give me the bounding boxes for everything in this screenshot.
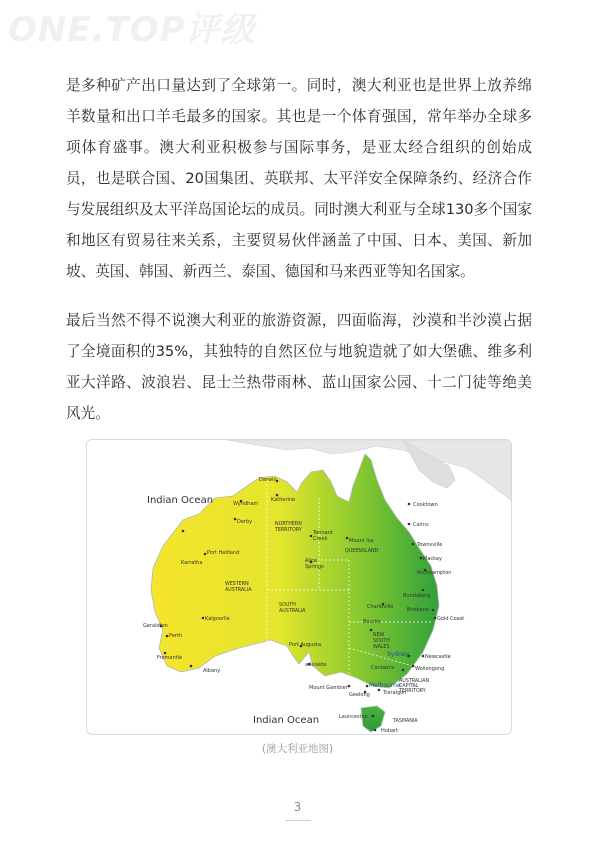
city-fremantle: Fremantle	[157, 655, 183, 661]
city-launceston: Launceston	[339, 714, 368, 720]
region-nt-line1: NORTHERN	[275, 522, 302, 527]
ocean-label-south: Indian Ocean	[253, 715, 320, 726]
region-act-line2: CAPITAL	[399, 684, 419, 689]
city-mount-gambier: Mount Gambier	[309, 685, 348, 691]
city-katherine: Katherine	[271, 497, 296, 503]
city-cairns: Cairns	[413, 522, 429, 528]
region-sa-line1: SOUTH	[279, 603, 296, 608]
city-albany: Albany	[203, 668, 221, 674]
region-nsw-line2: SOUTH	[373, 639, 390, 644]
australia-map	[86, 439, 512, 735]
region-sa-line2: AUSTRALIA	[279, 609, 306, 614]
city-gold-coast: Gold Coast	[437, 616, 465, 622]
city-tennant-creek-line2: Creek	[313, 536, 328, 542]
region-qld: QUEENSLAND	[345, 549, 379, 554]
city-darwin: Darwin	[259, 477, 277, 483]
paragraph-trade: 是多种矿产出口量达到了全球第一。同时，澳大利亚也是世界上放养绵羊数量和出口羊毛最多的国家。其也是一个体育强国，常年举办全球多项体育盛事。澳大利亚积极参与国际事务，是亚太经合组织的创始成员，也是联合国、20国集团、英联邦、太平洋安全保障条约、经济合作与发展组织及太平洋岛国论坛的成员。同时澳大利亚与全球130多个国家和地区有贸易往来关系，主要贸易伙伴涵盖了中国、日本、美国、新加坡、英国、韩国、新西兰、泰国、德国和马来西亚等知名国家。	[66, 77, 532, 280]
city-wyndham: Wyndham	[233, 501, 259, 507]
region-nsw-line1: NEW	[373, 633, 385, 638]
city-perth: Perth	[169, 633, 183, 639]
ocean-label-north: Indian Ocean	[147, 495, 214, 506]
map-caption: (澳大利亚地图)	[261, 743, 334, 755]
city-traralgon: Traralgon	[383, 690, 407, 696]
city-brisbane: Brisbane	[407, 607, 429, 613]
city-canberra: Canberra	[371, 665, 395, 671]
city-melbourne: Melbourne	[369, 682, 401, 689]
city-mackay: Mackay	[423, 556, 442, 562]
city-adelaide: adelaide	[305, 662, 327, 668]
city-kalgoorlie: Kalgoorlie	[205, 616, 230, 622]
city-port-augusta: Port Augusta	[289, 642, 322, 648]
city-bundaberg: Bundaberg	[403, 593, 431, 599]
page-number-underline	[285, 820, 311, 821]
city-tennant-creek-line1: Tennant	[313, 530, 333, 536]
city-alice-springs-line2: Springs	[305, 564, 324, 570]
brand-watermark: ONE.TOP评级	[8, 10, 256, 50]
city-townsville: Townsville	[417, 542, 443, 548]
region-act-line1: AUSTRALIAN	[399, 679, 430, 684]
city-cooktown: Cooktown	[413, 502, 438, 508]
paragraph-tourism: 最后当然不得不说澳大利亚的旅游资源，四面临海，沙漠和半沙漠占据了全境面积的35%，其独特的自然区位与地貌造就了如大堡礁、维多利亚大洋路、波浪岩、昆士兰热带雨林、蓝山国家公园、十二门徒等绝美风光。	[66, 312, 532, 422]
city-geelong: Geelong	[349, 692, 370, 698]
page-number: 3	[293, 800, 302, 814]
city-rockhampton: Rockhampton	[417, 570, 452, 576]
region-nt-line2: TERRITORY	[275, 528, 302, 533]
region-wa-line1: WESTERN	[225, 582, 249, 587]
city-derby: Derby	[237, 519, 253, 525]
australia-map-svg	[87, 440, 511, 734]
city-bourke: Bourke	[363, 619, 381, 625]
city-mount-isa: Mount Isa	[349, 538, 374, 544]
city-sydney: Sydney	[387, 651, 410, 658]
city-port-hedland: Port Hedland	[207, 550, 240, 556]
region-tas: TASMANIA	[393, 719, 418, 724]
region-wa-line2: AUSTRALIA	[225, 588, 252, 593]
city-karratha: Karratha	[181, 560, 203, 566]
city-wollongong: Wollongong	[415, 666, 445, 672]
city-charleville: Charleville	[367, 604, 394, 610]
city-hobart: Hobart	[381, 728, 399, 734]
city-alice-springs-line1: Alice	[305, 558, 318, 564]
region-act-line3: TERRITORY	[399, 689, 426, 694]
city-newcastle: Newcastle	[425, 654, 451, 660]
region-nsw-line3: WALES	[373, 645, 390, 650]
city-geraldton: Geraldton	[143, 623, 168, 629]
